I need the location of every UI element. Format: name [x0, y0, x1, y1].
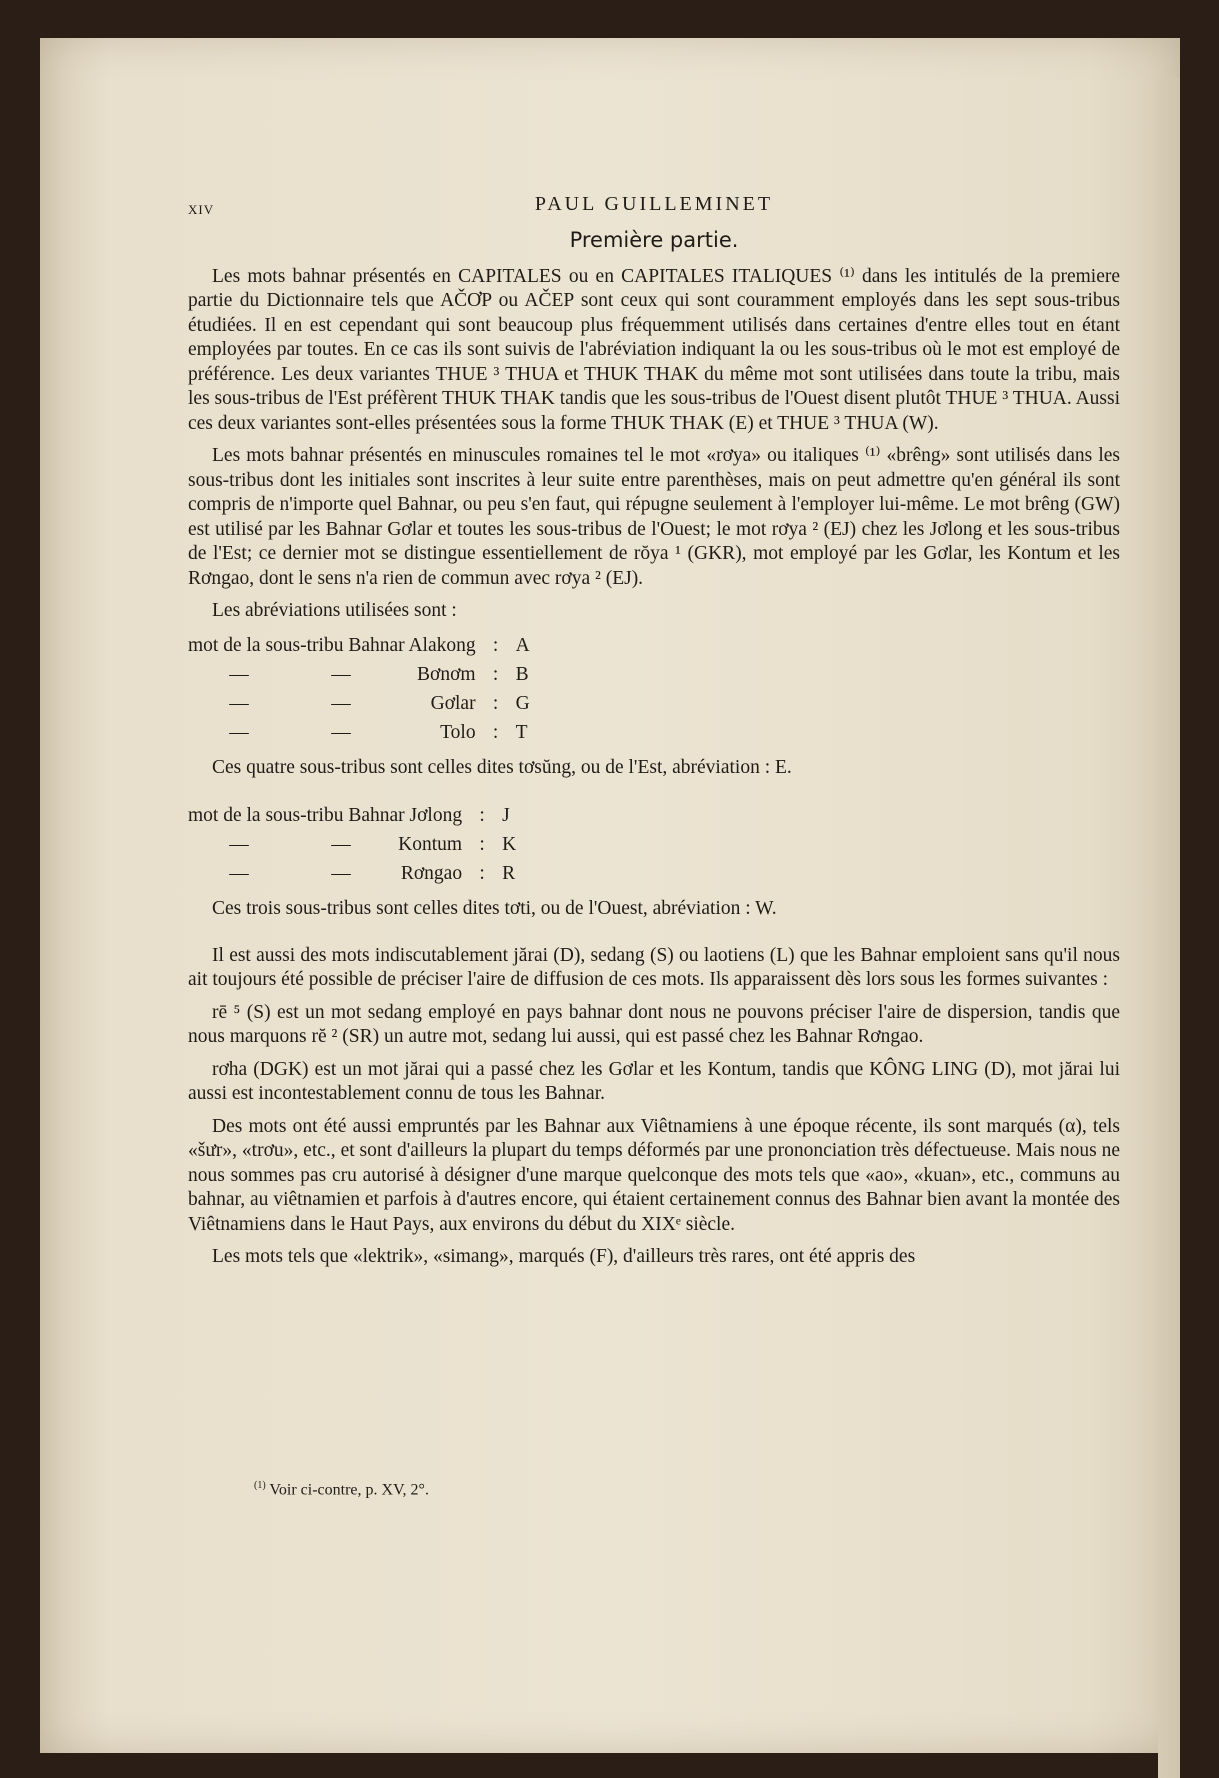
abbr-prefix: mot de la sous-tribu Bahnar [188, 634, 405, 656]
abbr-dash: — [331, 863, 351, 885]
abbr-tribe: Tolo [440, 721, 476, 743]
abbr-code: J [502, 805, 510, 827]
paragraph-french: Les mots tels que «lektrik», «simang», marqués (F), d'ailleurs très rares, ont été appris des [212, 1246, 916, 1267]
abbreviation-table-west [188, 802, 532, 889]
paragraph-minuscules: Les mots bahnar présentés en minuscules romaines tel le mot «rơya» ou italiques ⁽¹⁾ «brêng» sont utilisés dans les sous-tribus dont les initiales sont inscrites à leur suite entre parenthèses, mais on peut admettre qu'en général ils sont compris de n'importe quel Bahnar, ou peu s'en faut, qui répugne seulement à l'employer lui-même. Le mot brêng (GW) est utilisé par les Bahnar Gơlar et toutes les sous-tribus de l'Ouest; le mot rơya ² (EJ) chez les Jơlong et les sous-tribus de l'Est; ce dernier mot se distingue essentiellement de rŏya ¹ (GKR), mot employé par les Gơlar, les Kontum et les Rơngao, dont le sens n'a rien de commun avec rơya ² (EJ). [188, 445, 1120, 589]
abbr-colon: : [492, 663, 499, 685]
abbr-dash: — [331, 721, 351, 743]
abbr-tribe: Kontum [398, 834, 463, 856]
abbr-code: B [515, 663, 529, 685]
abbr-dash: — [331, 692, 351, 714]
text-block [188, 188, 1120, 1278]
abbr-tribe: Alakong [408, 634, 476, 656]
page-number: XIV [188, 202, 215, 217]
abbr-row [188, 690, 546, 719]
paragraph-jarai: rơha (DGK) est un mot jărai qui a passé chez les Gơlar et les Kontum, tandis que KÔNG LING (D), mot jărai lui aussi est incontestablement connu de tous les Bahnar. [188, 1058, 1120, 1104]
abbr-code: K [502, 834, 517, 856]
footnote-marker: (1) [254, 1480, 266, 1491]
abbreviation-table-east [188, 632, 546, 748]
abbr-tribe: Gơlar [430, 692, 476, 714]
abbr-dash: — [331, 834, 351, 856]
author-name: PAUL GUILLEMINET [534, 193, 774, 215]
east-summary: Ces quatre sous-tribus sont celles dites tơsŭng, ou de l'Est, abréviation : E. [212, 756, 792, 778]
abbr-colon: : [479, 863, 485, 885]
abbr-dash: — [229, 863, 249, 885]
abbr-colon: : [492, 634, 499, 656]
abbr-code: G [515, 692, 530, 714]
abbr-dash: — [229, 663, 249, 685]
paragraph-sedang: rē ⁵ (S) est un mot sedang employé en pays bahnar dont nous ne pouvons préciser l'aire de dispersion, tandis que nous marquons rĕ ² (SR) un autre mot, sedang lui aussi, qui est passé chez les Bahnar Rơngao. [188, 1001, 1120, 1047]
running-head [188, 188, 1120, 222]
abbr-tribe: Bơnơm [417, 663, 476, 685]
book-page [40, 38, 1180, 1753]
abbr-dash: — [331, 663, 351, 685]
abbr-tribe: Jơlong [409, 805, 463, 827]
abbr-row [188, 719, 546, 748]
paragraph-abbreviations-intro: Les abréviations utilisées sont : [212, 600, 457, 621]
abbr-colon: : [492, 721, 499, 743]
abbr-prefix: mot de la sous-tribu Bahnar [188, 805, 405, 827]
paragraph-capitals: Les mots bahnar présentés en CAPITALES ou en CAPITALES ITALIQUES ⁽¹⁾ dans les intitulés de la premiere partie du Dictionnaire tels que AČƠP ou AČEP sont ceux qui sont couramment employés dans les sept sous-tribus étudiées. Il en est cependant qui sont beaucoup plus fréquemment utilisés dans certaines d'entre elles tout en étant employées par toutes. En ce cas ils sont suivis de l'abréviation indiquant la ou les sous-tribus où le mot est employé de préférence. Les deux variantes THUE ³ THUA et THUK THAK du même mot sont utilisées dans toute la tribu, mais les sous-tribus de l'Est préfèrent THUK THAK tandis que les sous-tribus de l'Ouest disent plutôt THUE ³ THUA. Aussi ces deux variantes sont-elles présentées sous la forme THUK THAK (E) et THUE ³ THUA (W). [188, 265, 1120, 434]
abbr-tribe: Rơngao [400, 863, 463, 885]
abbr-code: A [515, 634, 530, 656]
paragraph-vietnamese: Des mots ont été aussi empruntés par les Bahnar aux Viêtnamiens à une époque récente, ils sont marqués (α), tels «šưr», «trơu», etc., et sont d'ailleurs la plupart du temps déformés par une prononciation très défectueuse. Mais nous ne nous sommes pas cru autorisé à désigner d'une marque quelconque des mots tels que «ao», «kuan», etc., communs au bahnar, au viêtnamien et parfois à d'autres encore, qui étaient certainement connus des Bahnar bien avant la montée des Viêtnamiens dans le Haut Pays, aux environs du début du XIXᵉ siècle. [188, 1115, 1120, 1235]
abbr-dash: — [229, 721, 249, 743]
abbr-row [188, 632, 546, 661]
abbr-colon: : [479, 834, 485, 856]
abbr-dash: — [229, 692, 249, 714]
abbr-row [188, 661, 546, 690]
section-title: Première partie. [569, 228, 739, 252]
abbr-dash: — [229, 834, 249, 856]
footnote [254, 1480, 429, 1499]
paragraph-loanwords: Il est aussi des mots indiscutablement jărai (D), sedang (S) ou laotiens (L) que les Bahnar emploient sans qu'il nous ait toujours été possible de préciser l'aire de diffusion de ces mots. Ils apparaissent dès lors sous les formes suivantes : [188, 944, 1120, 990]
abbr-code: R [502, 863, 516, 885]
abbr-code: T [515, 721, 528, 743]
abbr-row [188, 802, 532, 831]
abbr-row [188, 831, 532, 860]
abbr-colon: : [479, 805, 485, 827]
abbr-colon: : [492, 692, 499, 714]
west-summary: Ces trois sous-tribus sont celles dites tơti, ou de l'Ouest, abréviation : W. [212, 898, 777, 919]
footnote-text: Voir ci-contre, p. XV, 2°. [269, 1481, 429, 1499]
abbr-row [188, 860, 532, 889]
page-edge [1158, 78, 1180, 1778]
